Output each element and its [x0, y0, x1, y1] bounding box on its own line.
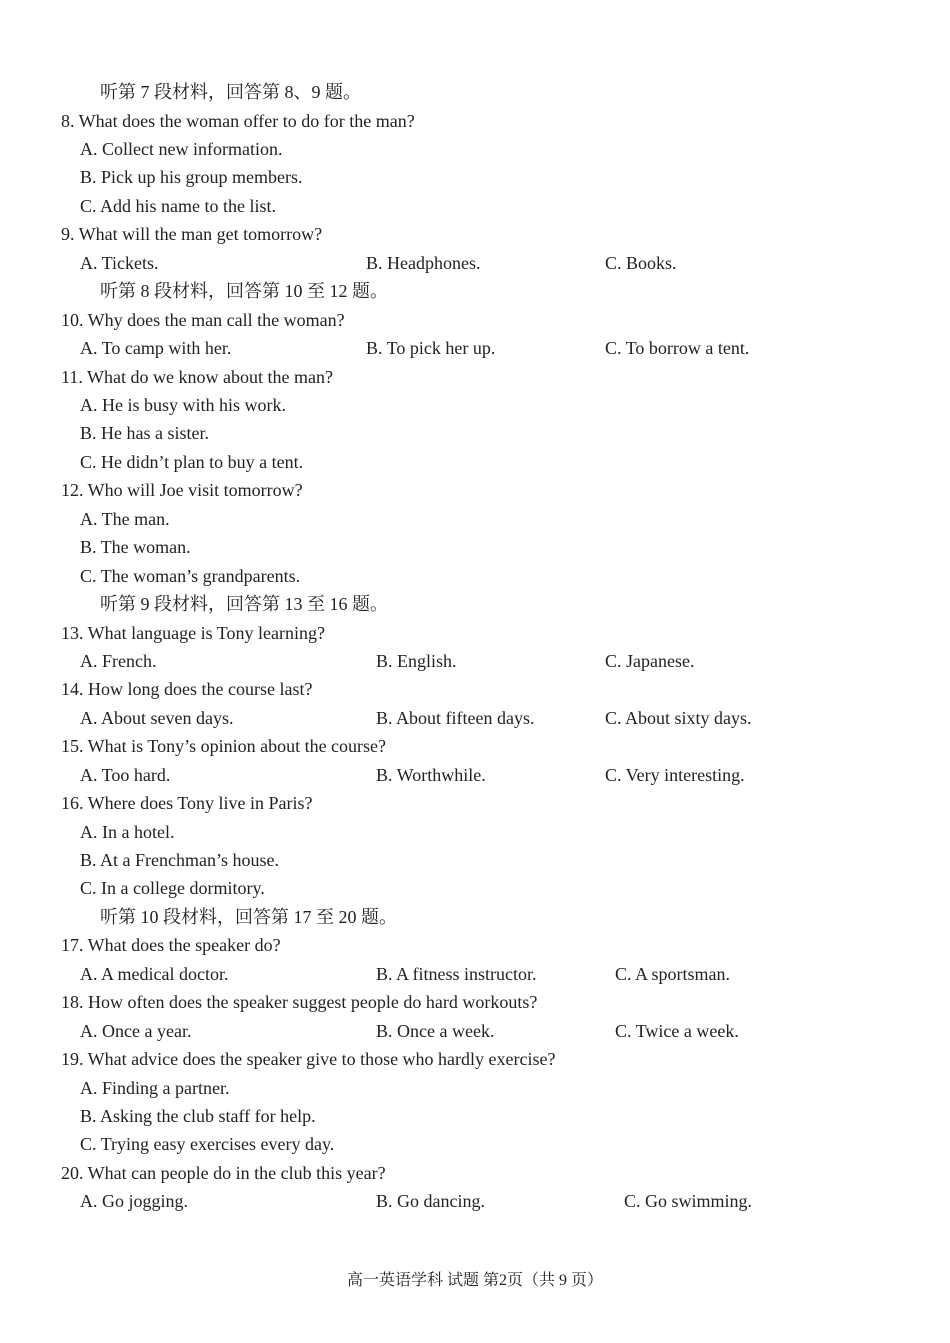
option-19b: B. Asking the club staff for help. [80, 1106, 316, 1126]
option-15b: B. Worthwhile. [376, 765, 486, 785]
option-12a: A. The man. [80, 509, 170, 529]
option-18b: B. Once a week. [376, 1021, 495, 1041]
option-14a: A. About seven days. [80, 708, 234, 728]
option-11b: B. He has a sister. [80, 423, 209, 443]
question-15: 15. What is Tony’s opinion about the course? [61, 736, 387, 756]
option-16b: B. At a Frenchman’s house. [80, 850, 279, 870]
page-footer: 高一英语学科 试题 第2页（共 9 页） [346, 1272, 603, 1289]
section-instruction-7: 听第 7 段材料，回答第 8、9 题。 [100, 82, 361, 102]
section-instruction-8: 听第 8 段材料，回答第 10 至 12 题。 [100, 281, 388, 301]
question-12: 12. Who will Joe visit tomorrow? [61, 480, 303, 500]
option-9a: A. Tickets. [80, 253, 159, 273]
question-17: 17. What does the speaker do? [61, 935, 281, 955]
option-19c: C. Trying easy exercises every day. [80, 1134, 335, 1154]
option-10b: B. To pick her up. [366, 338, 496, 358]
option-15a: A. Too hard. [80, 765, 171, 785]
section-instruction-10: 听第 10 段材料，回答第 17 至 20 题。 [100, 907, 397, 927]
option-13b: B. English. [376, 651, 457, 671]
option-16a: A. In a hotel. [80, 822, 175, 842]
option-19a: A. Finding a partner. [80, 1078, 230, 1098]
option-8a: A. Collect new information. [80, 139, 283, 159]
option-10a: A. To camp with her. [80, 338, 232, 358]
option-8b: B. Pick up his group members. [80, 167, 303, 187]
option-13a: A. French. [80, 651, 157, 671]
option-15c: C. Very interesting. [605, 765, 745, 785]
option-14c: C. About sixty days. [605, 708, 752, 728]
option-9b: B. Headphones. [366, 253, 481, 273]
option-13c: C. Japanese. [605, 651, 695, 671]
question-19: 19. What advice does the speaker give to those who hardly exercise? [61, 1049, 556, 1069]
option-18c: C. Twice a week. [615, 1021, 739, 1041]
option-20a: A. Go jogging. [80, 1191, 188, 1211]
option-17b: B. A fitness instructor. [376, 964, 537, 984]
option-12c: C. The woman’s grandparents. [80, 566, 301, 586]
option-14b: B. About fifteen days. [376, 708, 535, 728]
question-13: 13. What language is Tony learning? [61, 623, 326, 643]
option-17a: A. A medical doctor. [80, 964, 229, 984]
option-20b: B. Go dancing. [376, 1191, 485, 1211]
option-16c: C. In a college dormitory. [80, 878, 265, 898]
section-instruction-9: 听第 9 段材料，回答第 13 至 16 题。 [100, 594, 388, 614]
question-11: 11. What do we know about the man? [61, 367, 333, 387]
option-11c: C. He didn’t plan to buy a tent. [80, 452, 304, 472]
question-9: 9. What will the man get tomorrow? [61, 224, 323, 244]
option-8c: C. Add his name to the list. [80, 196, 276, 216]
option-12b: B. The woman. [80, 537, 191, 557]
option-10c: C. To borrow a tent. [605, 338, 750, 358]
option-11a: A. He is busy with his work. [80, 395, 286, 415]
question-14: 14. How long does the course last? [61, 679, 313, 699]
question-18: 18. How often does the speaker suggest people do hard workouts? [61, 992, 538, 1012]
option-17c: C. A sportsman. [615, 964, 731, 984]
question-16: 16. Where does Tony live in Paris? [61, 793, 313, 813]
option-9c: C. Books. [605, 253, 677, 273]
question-20: 20. What can people do in the club this year? [61, 1163, 386, 1183]
question-8: 8. What does the woman offer to do for the man? [61, 111, 415, 131]
question-10: 10. Why does the man call the woman? [61, 310, 345, 330]
option-18a: A. Once a year. [80, 1021, 192, 1041]
option-20c: C. Go swimming. [624, 1191, 753, 1211]
